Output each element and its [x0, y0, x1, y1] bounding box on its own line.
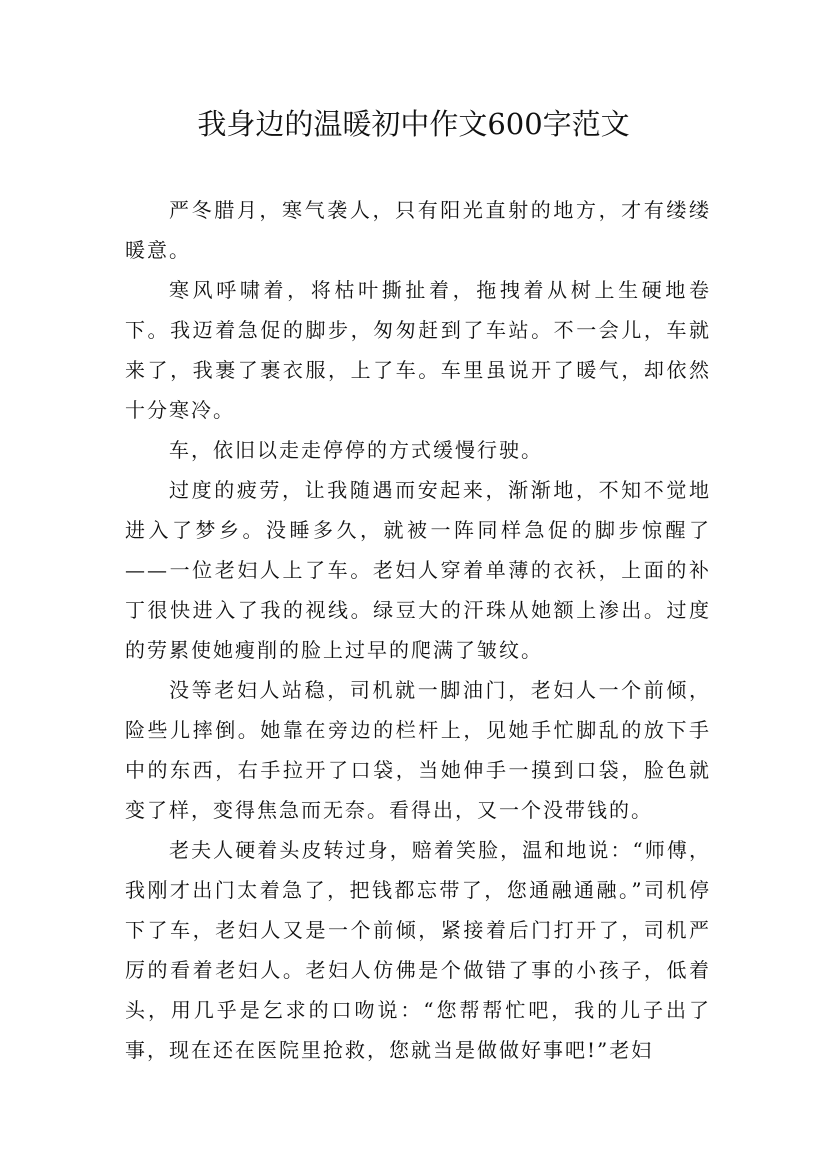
paragraph-6: 老夫人硬着头皮转过身，赔着笑脸，温和地说：“师傅，我刚才出门太着急了，把钱都忘带了，您通融通融。”司机停下了车，老妇人又是一个前倾，紧接着后门打开了，司机严厉的看着老妇人。老妇人仿佛是个做错了事的小孩子，低着头，用几乎是乞求的口吻说：“您帮帮忙吧，我的儿子出了事，现在还在医院里抢救，您就当是做做好事吧!”老妇	[125, 838, 711, 1062]
article-body	[125, 190, 711, 1070]
paragraph-5: 没等老妇人站稳，司机就一脚油门，老妇人一个前倾，险些儿摔倒。她靠在旁边的栏杆上，见她手忙脚乱的放下手中的东西，右手拉开了口袋，当她伸手一摸到口袋，脸色就变了样，变得焦急而无奈。看得出，又一个没带钱的。	[125, 678, 711, 822]
paragraph-1: 严冬腊月，寒气袭人，只有阳光直射的地方，才有缕缕暖意。	[125, 198, 711, 262]
paragraph-4: 过度的疲劳，让我随遇而安起来，渐渐地，不知不觉地进入了梦乡。没睡多久，就被一阵同样急促的脚步惊醒了——一位老妇人上了车。老妇人穿着单薄的衣袄，上面的补丁很快进入了我的视线。绿豆大的汗珠从她额上渗出。过度的劳累使她瘦削的脸上过早的爬满了皱纹。	[125, 478, 711, 662]
paragraph-3: 车，依旧以走走停停的方式缓慢行驶。	[169, 438, 543, 462]
document-title: 我身边的温暖初中作文600字范文	[197, 107, 630, 141]
paragraph-2: 寒风呼啸着，将枯叶撕扯着，拖拽着从树上生硬地卷下。我迈着急促的脚步，匆匆赶到了车站。不一会儿，车就来了，我裹了裹衣服，上了车。车里虽说开了暖气，却依然十分寒冷。	[125, 278, 711, 422]
